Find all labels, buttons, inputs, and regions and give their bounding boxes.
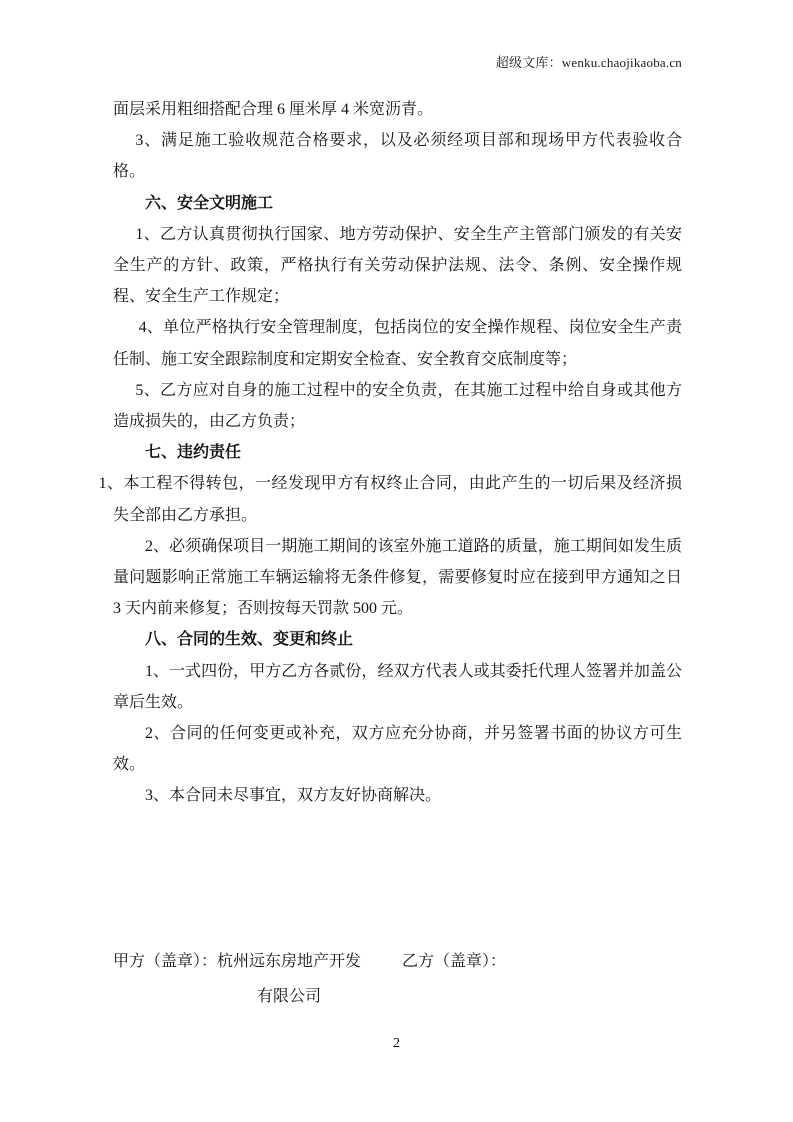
section-heading: 六、安全文明施工 <box>145 194 274 212</box>
signature-block <box>113 946 682 1005</box>
paragraph: 1、乙方认真贯彻执行国家、地方劳动保护、安全生产主管部门颁发的有关安全生产的方针、政策，严格执行有关劳动保护法规、法令、条例、安全操作规程、安全生产工作规定； <box>113 225 682 306</box>
paragraph: 面层采用粗细搭配合理 6 厘米厚 4 米宽沥青。 <box>113 101 434 118</box>
paragraph: 2、必须确保项目一期施工期间的该室外施工道路的质量，施工期间如发生质量问题影响正常施工车辆运输将无条件修复，需要修复时应在接到甲方通知之日 3 天内前来修复；否则按每天罚款 500 元。 <box>113 537 682 618</box>
party-a-name-line2: 有限公司 <box>257 988 322 1005</box>
party-a-label: 甲方（盖章）： <box>113 953 218 970</box>
document-body <box>98 94 682 812</box>
paragraph: 1、本工程不得转包，一经发现甲方有权终止合同，由此产生的一切后果及经济损失全部由乙方承担。 <box>98 475 682 524</box>
paragraph: 3、满足施工验收规范合格要求，以及必须经项目部和现场甲方代表验收合格。 <box>113 132 682 181</box>
section-heading: 八、合同的生效、变更和终止 <box>145 631 354 649</box>
paragraph: 2、合同的任何变更或补充，双方应充分协商，并另签署书面的协议方可生效。 <box>113 725 682 774</box>
paragraph: 4、单位严格执行安全管理制度，包括岗位的安全操作规程、岗位安全生产责任制、施工安全跟踪制度和定期安全检查、安全教育交底制度等； <box>113 319 682 368</box>
paragraph: 5、乙方应对自身的施工过程中的安全负责，在其施工过程中给自身或其他方造成损失的，由乙方负责； <box>113 381 682 431</box>
section-heading: 七、违约责任 <box>145 444 242 462</box>
paragraph: 3、本合同未尽事宜，双方友好协商解决。 <box>145 787 442 805</box>
party-a-name: 杭州远东房地产开发 <box>217 953 362 970</box>
page-number: 2 <box>393 1036 400 1051</box>
paragraph: 1、一式四份，甲方乙方各贰份，经双方代表人或其委托代理人签署并加盖公章后生效。 <box>113 662 682 711</box>
header-watermark: 超级文库：wenku.chaojikaoba.cn <box>495 55 682 70</box>
party-b-label: 乙方（盖章）： <box>402 953 507 970</box>
signature-row <box>113 946 682 1005</box>
